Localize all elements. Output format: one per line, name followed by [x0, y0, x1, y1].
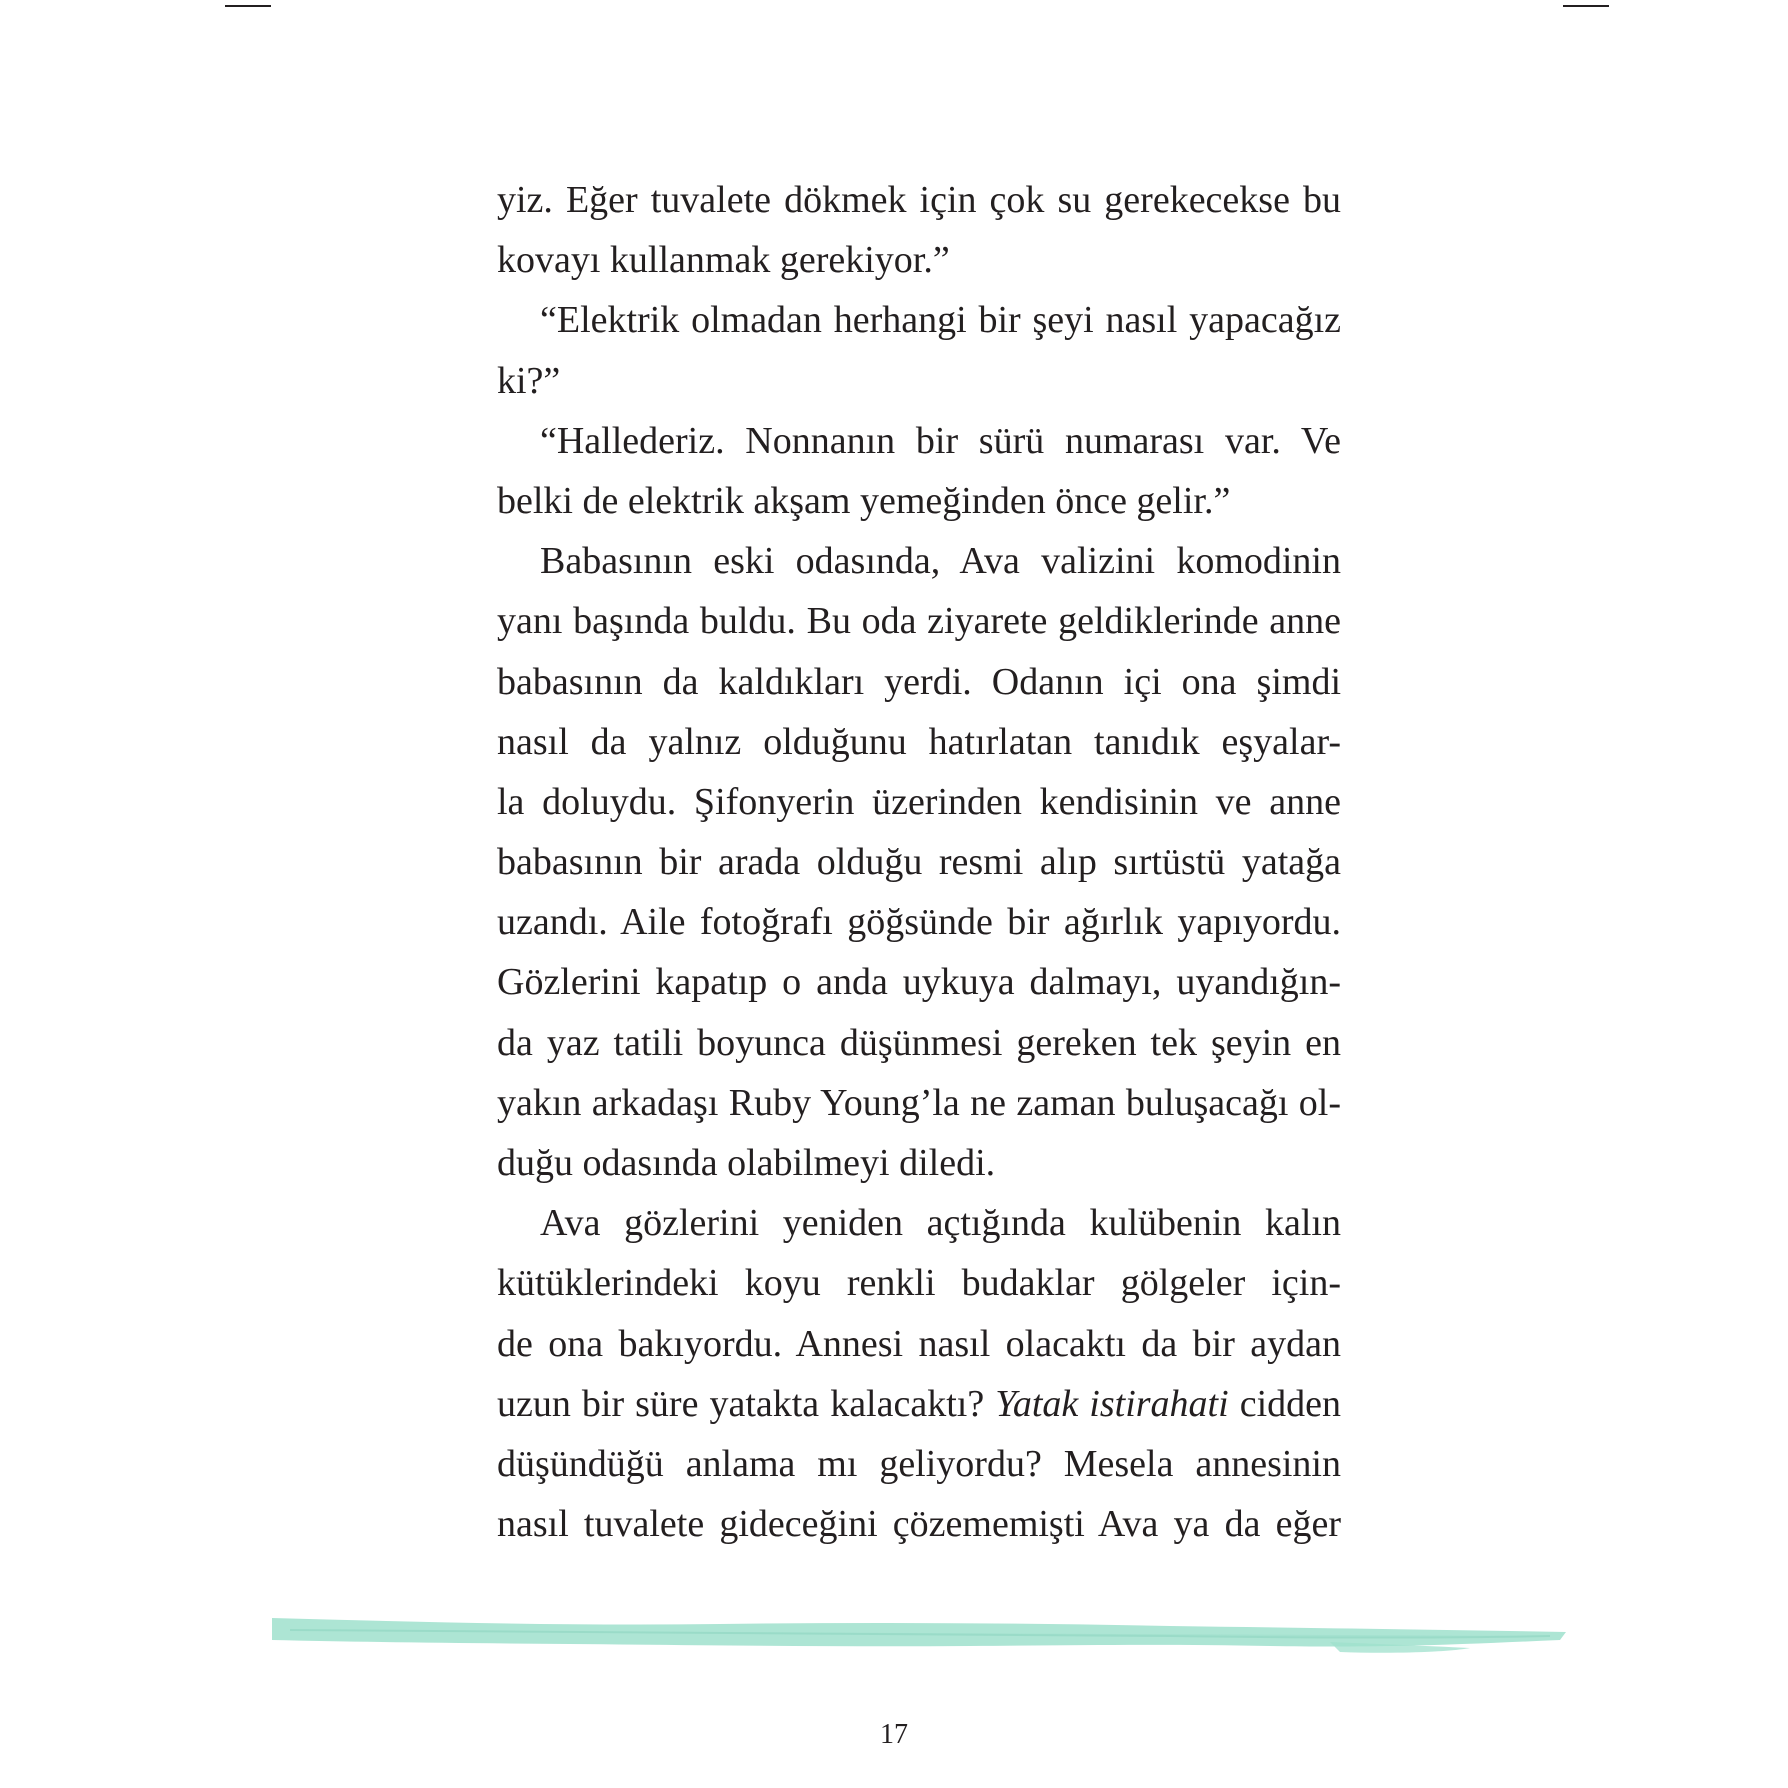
text-line: yanı başında buldu. Bu oda ziyarete geldiklerinde anne	[497, 600, 1341, 643]
text-line: kütüklerindeki koyu renkli budaklar gölgeler için-	[497, 1262, 1341, 1305]
text-line: yiz. Eğer tuvalete dökmek için çok su gerekecekse bu	[497, 179, 1341, 221]
text-line: de ona bakıyordu. Annesi nasıl olacaktı da bir aydan	[497, 1322, 1341, 1365]
brush-stroke-main	[272, 1618, 1566, 1647]
page-number: 17	[880, 1719, 908, 1750]
text-line: nasıl da yalnız olduğunu hatırlatan tanıdık eşyalar-	[497, 720, 1341, 763]
text-line: düşündüğü anlama mı geliyordu? Mesela annesinin	[497, 1442, 1341, 1485]
text-line: uzandı. Aile fotoğrafı göğsünde bir ağırlık yapıyordu.	[497, 901, 1341, 944]
text-line: Babasının eski odasında, Ava valizini komodinin	[540, 540, 1341, 583]
text-line: “Hallederiz. Nonnanın bir sürü numarası var. Ve	[540, 419, 1341, 462]
crop-mark-right	[1563, 5, 1609, 7]
text-segment: uzun bir süre yatakta kalacaktı?	[497, 1382, 996, 1425]
text-line: babasının da kaldıkları yerdi. Odanın içi ona şimdi	[497, 660, 1341, 703]
italic-phrase: Yatak istirahati	[995, 1382, 1229, 1425]
watercolor-brush-stroke	[270, 1600, 1570, 1670]
text-line: Gözlerini kapatıp o anda uykuya dalmayı, uyandığın-	[497, 961, 1341, 1004]
text-segment: cidden	[1228, 1382, 1341, 1425]
text-line: “Elektrik olmadan herhangi bir şeyi nasıl yapacağız	[540, 299, 1341, 342]
body-text	[497, 170, 1341, 1554]
text-line: duğu odasında olabilmeyi diledi.	[497, 1142, 996, 1184]
text-line: Ava gözlerini yeniden açtığında kulübenin kalın	[540, 1202, 1341, 1245]
text-line: babasının bir arada olduğu resmi alıp sırtüstü yatağa	[497, 841, 1341, 884]
text-line: da yaz tatili boyunca düşünmesi gereken tek şeyin en	[497, 1021, 1341, 1064]
text-line: belki de elektrik akşam yemeğinden önce gelir.”	[497, 479, 1231, 522]
text-line: yakın arkadaşı Ruby Young’la ne zaman buluşacağı ol-	[497, 1081, 1341, 1124]
text-line: ki?”	[497, 359, 561, 402]
text-line: nasıl tuvalete gideceğini çözememişti Ava ya da eğer	[497, 1503, 1341, 1546]
crop-mark-left	[225, 5, 271, 7]
text-line-with-italic	[497, 1374, 1341, 1434]
text-line: kovayı kullanmak gerekiyor.”	[497, 239, 950, 282]
text-line: la doluydu. Şifonyerin üzerinden kendisinin ve anne	[497, 780, 1341, 823]
